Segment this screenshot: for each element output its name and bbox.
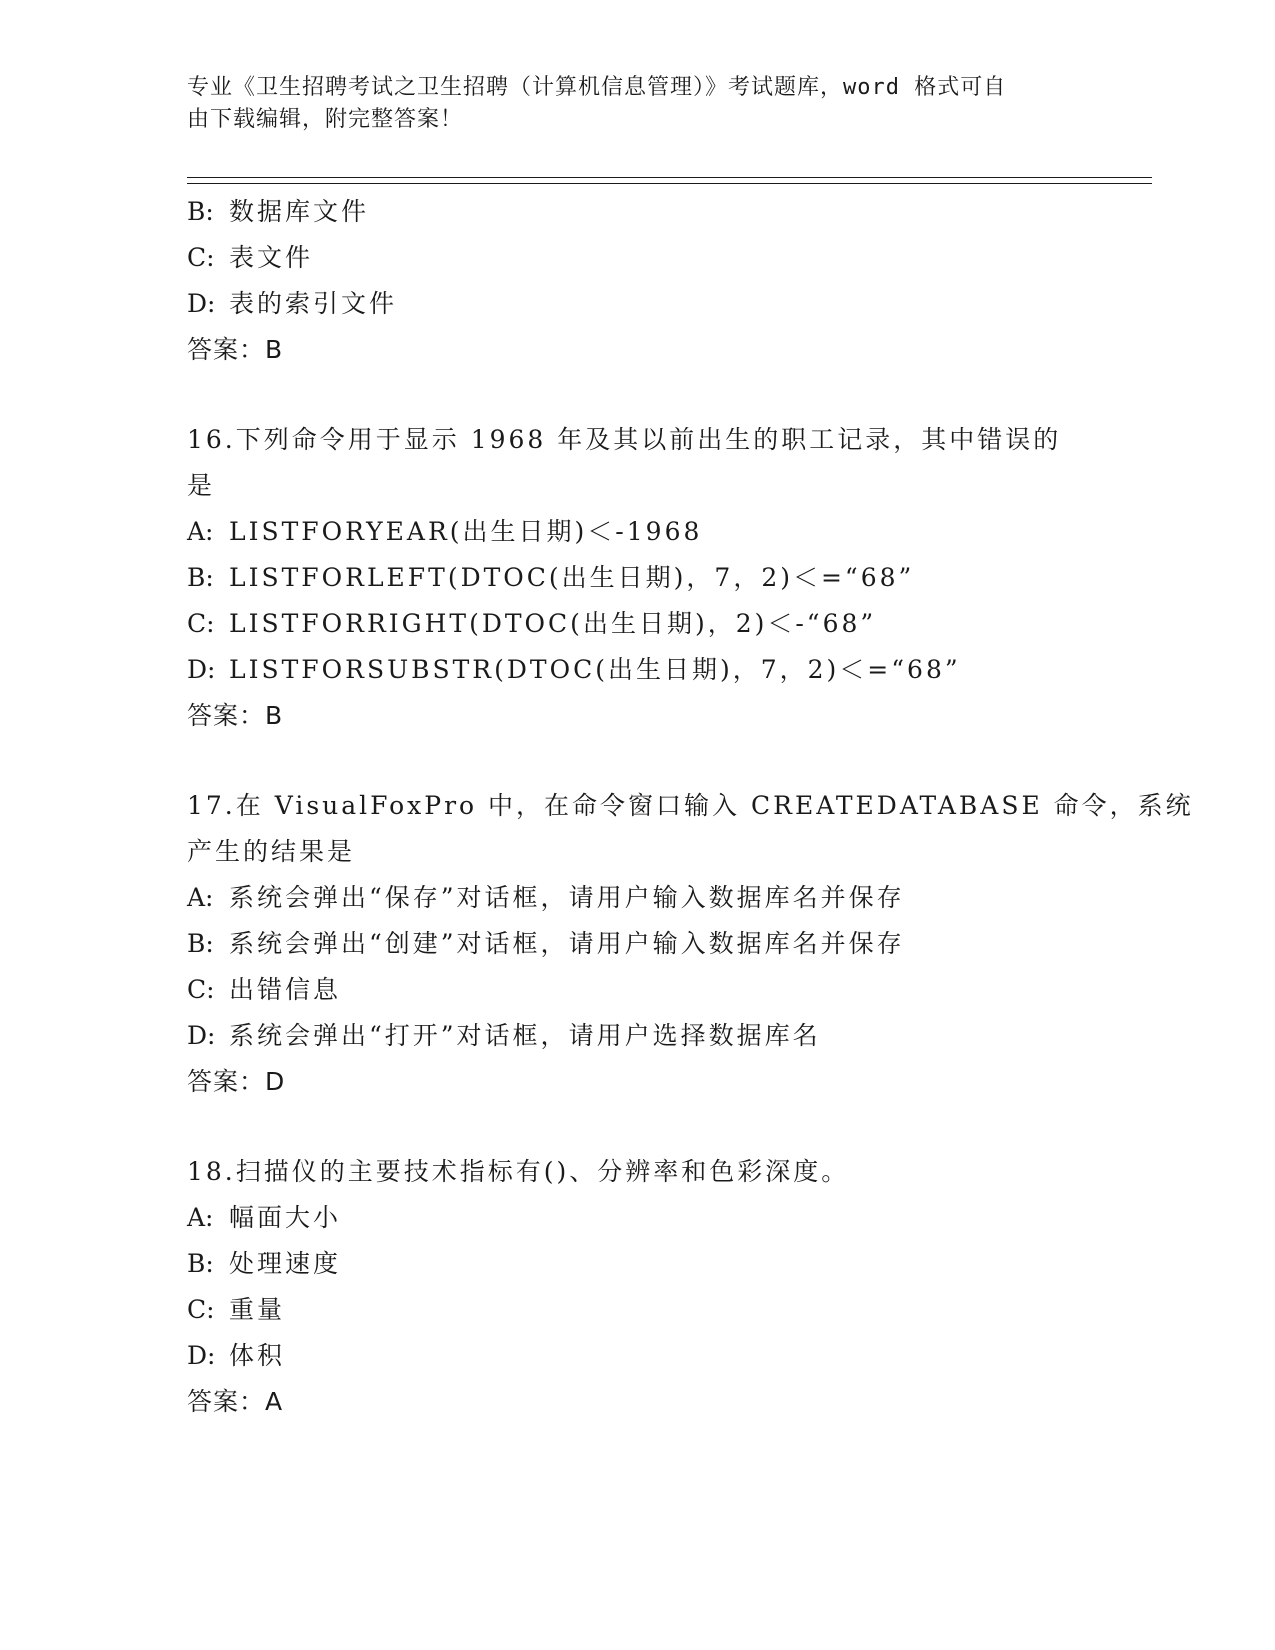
option-d: D: 系统会弹出“打开”对话框，请用户选择数据库名 [187, 1021, 821, 1050]
question-18 [187, 1149, 1087, 1425]
header-divider-bottom [187, 183, 1152, 184]
question-stem: 16.下列命令用于显示 1968 年及其以前出生的职工记录，其中错误的 [187, 425, 1062, 454]
option-d: D: 体积 [187, 1341, 286, 1370]
option-b: B: LISTFORLEFT(DTOC(出生日期)，7，2)＜=“68” [187, 563, 915, 592]
option-c: C: LISTFORRIGHT(DTOC(出生日期)，2)＜-“68” [187, 609, 877, 638]
question-15 [187, 189, 1087, 373]
option-b: B: 处理速度 [187, 1249, 342, 1278]
option-c: C: 重量 [187, 1295, 286, 1324]
question-stem: 17.在 VisualFoxPro 中，在命令窗口输入 CREATEDATABASE 命令，系统 [187, 791, 1194, 820]
option-a: A: LISTFORYEAR(出生日期)＜-1968 [187, 517, 703, 546]
option-b: B: 数据库文件 [187, 197, 370, 226]
question-stem-cont: 是 [187, 471, 216, 500]
option-d: D: 表的索引文件 [187, 289, 398, 318]
header-divider-top [187, 177, 1152, 178]
option-a: A: 系统会弹出“保存”对话框，请用户输入数据库名并保存 [187, 883, 905, 912]
option-b: B: 系统会弹出“创建”对话框，请用户输入数据库名并保存 [187, 929, 905, 958]
option-d: D: LISTFORSUBSTR(DTOC(出生日期)，7，2)＜=“68” [187, 655, 961, 684]
answer: 答案：D [187, 1067, 286, 1096]
answer: 答案：B [187, 335, 284, 364]
header-line-2: 由下载编辑，附完整答案！ [187, 107, 464, 132]
answer: 答案：A [187, 1387, 284, 1416]
option-c: C: 表文件 [187, 243, 314, 272]
option-c: C: 出错信息 [187, 975, 342, 1004]
question-stem-cont: 产生的结果是 [187, 837, 356, 866]
document-header [187, 72, 1067, 136]
question-16 [187, 417, 1087, 739]
option-a: A: 幅面大小 [187, 1203, 342, 1232]
answer: 答案：B [187, 701, 284, 730]
question-stem: 18.扫描仪的主要技术指标有()、分辨率和色彩深度。 [187, 1157, 850, 1186]
header-line-1: 专业《卫生招聘考试之卫生招聘（计算机信息管理）》考试题库，word 格式可自 [187, 75, 1007, 100]
question-17 [187, 783, 1194, 1105]
question-list [187, 189, 1194, 1425]
